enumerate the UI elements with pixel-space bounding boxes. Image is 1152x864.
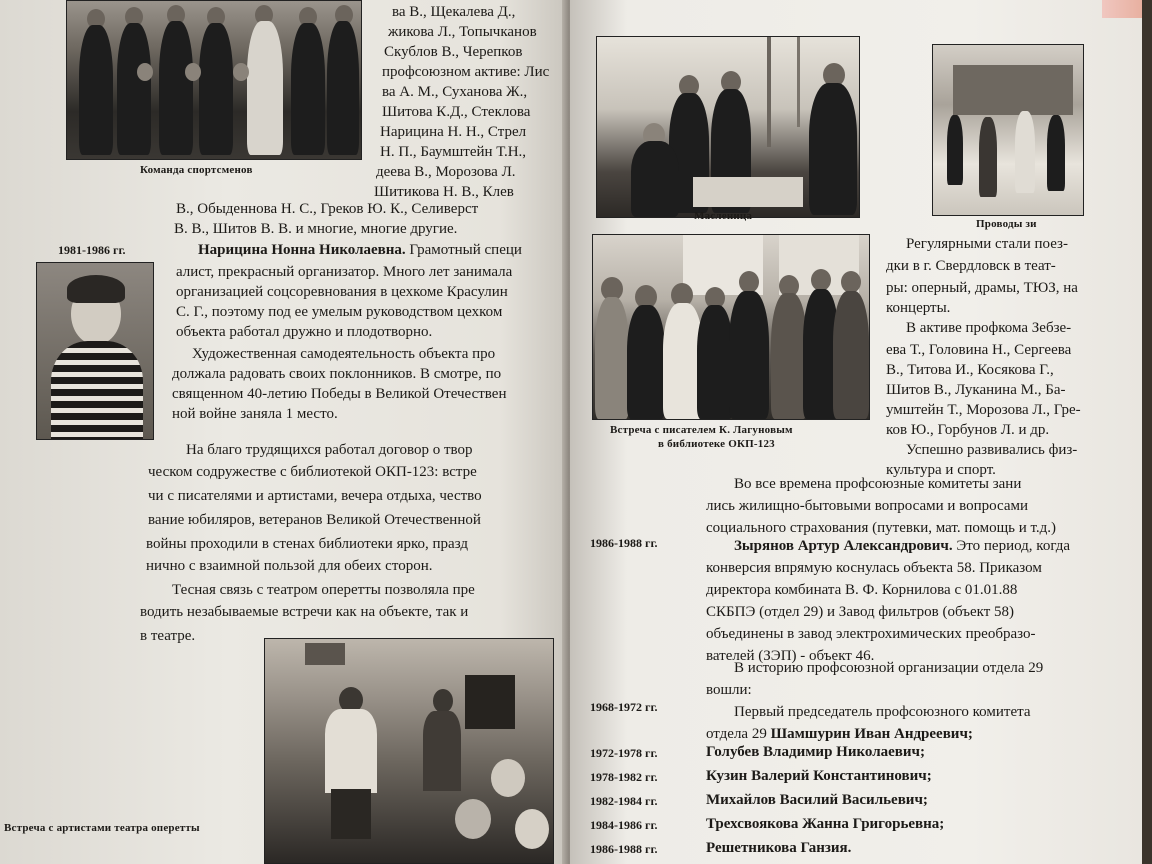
text-line: В историю профсоюзной организации отдела 29 <box>734 660 1044 676</box>
text-line: конверсия впрямую коснулась объекта 58. Приказом <box>706 560 1042 576</box>
text-line: объединены в завод электрохимических преобразо- <box>706 626 1036 642</box>
text-line: СКБПЭ (отдел 29) и Завод фильтров (объект 58) <box>706 604 1015 620</box>
chair-name: Решетникова Ганзия. <box>706 840 852 856</box>
text-line: Первый председатель профсоюзного комитета <box>734 704 1031 720</box>
person-name: Шамшурин Иван Андреевич; <box>770 726 973 742</box>
years-label: 1986-1988 гг. <box>590 536 658 550</box>
person-name: Нарицина Нонна Николаевна. <box>198 242 406 258</box>
lagunov-photo <box>592 234 870 420</box>
operetta-photo <box>264 638 554 864</box>
text-line: лись жилищно-бытовыми вопросами и вопросами <box>706 498 1029 514</box>
text-line: социального страхования (путевки, мат. помощь и т.д.) <box>706 520 1057 536</box>
person-name: Зырянов Артур Александрович. <box>734 538 953 554</box>
team-photo <box>66 0 362 160</box>
list-line: Скублов В., Черепков <box>384 44 523 60</box>
list-line: Шитикова Н. В., Клев <box>374 184 514 200</box>
list-line: В., Обыденнова Н. С., Греков Ю. К., Селиверст <box>176 201 479 217</box>
text-line: умштейн Т., Морозова Л., Гре- <box>886 402 1081 418</box>
text-line: Во все времена профсоюзные комитеты зани <box>734 476 1022 492</box>
list-line: Нарицина Н. Н., Стрел <box>380 124 527 140</box>
text-line: в театре. <box>140 628 196 644</box>
page-marker <box>1102 0 1142 18</box>
heading-line <box>198 240 522 260</box>
text-line: объекта работал дружно и плодотворно. <box>176 324 433 340</box>
text-line: чи с писателями и артистами, вечера отдыха, чество <box>148 488 482 504</box>
provody-photo <box>932 44 1084 216</box>
text-line: На благо трудящихся работал договор о твор <box>186 442 473 458</box>
years-label: 1981-1986 гг. <box>58 243 126 257</box>
list-line: Н. П., Баумштейн Т.Н., <box>380 144 527 160</box>
caption-operetta: Встреча с артистами театра оперетты <box>4 822 200 834</box>
text-line: ной войне заняла 1 место. <box>172 406 338 422</box>
list-line: профсоюзном активе: Лис <box>382 64 550 80</box>
text-line: В., Титова И., Косякова Г., <box>886 362 1054 378</box>
list-line: В. В., Шитов В. В. и многие, многие другие. <box>174 221 458 237</box>
caption-team: Команда спортсменов <box>140 164 253 176</box>
chair-years: 1984-1986 гг. <box>590 818 658 832</box>
text-part: отдела 29 <box>706 726 771 742</box>
list-line: ва А. М., Суханова Ж., <box>382 84 528 100</box>
text-line: должала радовать своих поклонников. В смотре, по <box>172 366 502 382</box>
heading-line <box>734 536 1070 556</box>
text-line: директора комбината В. Ф. Корнилова с 01.01.88 <box>706 582 1018 598</box>
heading-rest: Грамотный специ <box>405 242 522 258</box>
text-line: С. Г., поэтому под ее умелым руководством цехком <box>176 304 503 320</box>
portrait-photo <box>36 262 154 440</box>
heading-rest: Это период, когда <box>952 538 1071 554</box>
text-line <box>706 724 973 744</box>
years-label: 1968-1972 гг. <box>590 700 658 714</box>
maslenitsa-photo <box>596 36 860 218</box>
text-line: концерты. <box>886 300 951 316</box>
text-line: ческом содружестве с библиотекой ОКП-123: встре <box>148 464 477 480</box>
text-line: культура и спорт. <box>886 462 996 478</box>
text-line: священном 40-летию Победы в Великой Отечествен <box>172 386 507 402</box>
chair-years: 1972-1978 гг. <box>590 746 658 760</box>
text-line: ков Ю., Горбунов Л. и др. <box>886 422 1050 438</box>
text-line: Художественная самодеятельность объекта про <box>192 346 496 362</box>
text-line: Регулярными стали поез- <box>906 236 1068 252</box>
text-line: Шитов В., Луканина М., Ба- <box>886 382 1066 398</box>
text-line: В активе профкома Зебзе- <box>906 320 1072 336</box>
chair-name: Михайлов Василий Васильевич; <box>706 792 928 808</box>
text-line: Тесная связь с театром оперетты позволяла пре <box>172 582 475 598</box>
chair-name: Трехсвоякова Жанна Григорьевна; <box>706 816 945 832</box>
text-line: нично с взаимной пользой для обеих сторон. <box>146 558 433 574</box>
chair-years: 1986-1988 гг. <box>590 842 658 856</box>
text-line: Успешно развивались физ- <box>906 442 1078 458</box>
text-line: вателей (ЗЭП) - объект 46. <box>706 648 875 664</box>
text-line: вание юбиляров, ветеранов Великой Отечественной <box>148 512 481 528</box>
text-line: дки в г. Свердловск в теат- <box>886 258 1056 274</box>
chair-name: Кузин Валерий Константинович; <box>706 768 932 784</box>
chair-name: Голубев Владимир Николаевич; <box>706 744 925 760</box>
text-line: ева Т., Головина Н., Сергеева <box>886 342 1072 358</box>
caption-provody: Проводы зи <box>976 218 1037 230</box>
list-line: деева В., Морозова Л. <box>376 164 516 180</box>
text-line: вошли: <box>706 682 752 698</box>
list-line: ва В., Щекалева Д., <box>392 4 516 20</box>
left-page <box>0 0 568 864</box>
text-line: организацией соцсоревнования в цехкоме Красулин <box>176 284 508 300</box>
text-line: алист, прекрасный организатор. Много лет занимала <box>176 264 513 280</box>
chair-years: 1978-1982 гг. <box>590 770 658 784</box>
caption-maslenitsa: Масленица <box>694 210 753 222</box>
caption-lagunov: в библиотеке ОКП-123 <box>658 438 775 450</box>
chair-years: 1982-1984 гг. <box>590 794 658 808</box>
list-line: Шитова К.Д., Стеклова <box>382 104 531 120</box>
list-line: жикова Л., Топычканов <box>388 24 537 40</box>
text-line: ры: оперный, драмы, ТЮЗ, на <box>886 280 1078 296</box>
caption-lagunov: Встреча с писателем К. Лагуновым <box>610 424 793 436</box>
right-page <box>570 0 1142 864</box>
text-line: войны проходили в стенах библиотеки ярко, празд <box>146 536 468 552</box>
text-line: водить незабываемые встречи как на объекте, так и <box>140 604 469 620</box>
